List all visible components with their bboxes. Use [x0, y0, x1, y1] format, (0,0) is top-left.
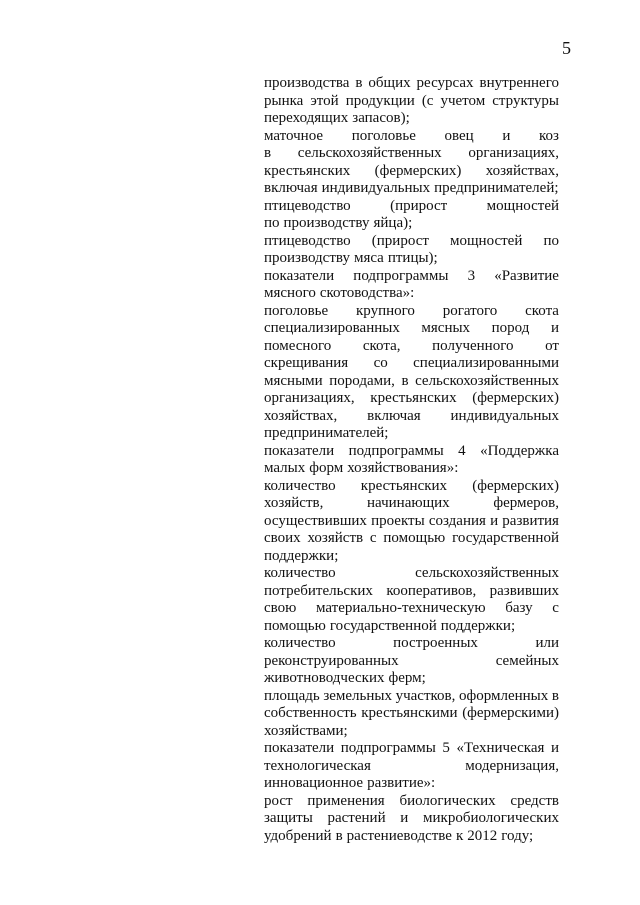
- word: индивидуальных: [450, 407, 559, 424]
- word: поддержки;: [440, 617, 516, 634]
- text-line: [264, 408, 559, 426]
- word: участков,: [395, 687, 456, 704]
- word: и: [490, 512, 499, 529]
- word: проекты: [371, 512, 425, 529]
- word: крестьянских: [360, 477, 448, 494]
- word: микробиологических: [423, 810, 559, 826]
- text-line: [264, 688, 559, 706]
- text-line: [264, 93, 559, 111]
- word: поголовье: [264, 302, 329, 319]
- word: рынка: [264, 92, 304, 109]
- word: предпринимателей;: [264, 425, 389, 441]
- text-line: [264, 723, 559, 741]
- word: помесного: [264, 337, 332, 354]
- text-line: [264, 285, 559, 303]
- word: в: [401, 372, 409, 389]
- word: полученного: [432, 337, 514, 354]
- word: (фермерских): [472, 477, 559, 494]
- word: показатели: [264, 267, 335, 284]
- word: мяса: [353, 250, 384, 266]
- word: потребительских: [264, 582, 373, 599]
- text-line: [264, 180, 559, 198]
- word: индивидуальных: [321, 180, 431, 196]
- word: в: [355, 75, 363, 91]
- word: развития: [502, 512, 559, 529]
- text-line: [264, 495, 559, 513]
- word: в: [264, 145, 272, 161]
- word: рогатого: [442, 302, 498, 319]
- word: подпрограммы: [353, 267, 449, 284]
- word: крестьянских: [264, 162, 351, 179]
- word: площадь: [264, 687, 320, 704]
- word: инновационное: [264, 775, 364, 791]
- word: ферм;: [388, 670, 426, 686]
- word: яйца);: [373, 215, 413, 231]
- word: хозяйствами;: [264, 722, 348, 739]
- word: подпрограммы: [340, 740, 436, 756]
- word: кооперативов,: [386, 582, 477, 599]
- text-line: [264, 75, 559, 93]
- text-line: [264, 355, 559, 373]
- word: 3: [467, 267, 476, 284]
- text-line: [264, 583, 559, 601]
- word: свою: [264, 600, 297, 616]
- text-line: [264, 268, 559, 286]
- word: удобрений: [264, 827, 332, 844]
- word: (прирост: [390, 197, 448, 214]
- word: начинающих: [367, 495, 450, 511]
- word: скота,: [362, 337, 401, 354]
- word: организациях,: [264, 390, 355, 406]
- text-line: [264, 530, 559, 548]
- word: включая: [367, 407, 421, 424]
- word: специализированных: [264, 320, 400, 336]
- word: материально-техническую: [315, 600, 486, 616]
- word: ресурсах: [416, 75, 474, 91]
- word: «Развитие: [494, 267, 559, 284]
- text-line: [264, 828, 559, 846]
- word: скрещивания: [264, 355, 349, 371]
- text-line: [264, 618, 559, 636]
- text-line: [264, 653, 559, 671]
- word: животноводческих: [264, 670, 385, 686]
- word: и: [550, 740, 559, 756]
- word: малых: [264, 460, 306, 476]
- text-line: [264, 565, 559, 583]
- word: мощностей: [486, 197, 559, 214]
- word: хозяйствования»:: [347, 460, 459, 476]
- word: поддержки;: [264, 547, 339, 564]
- word: осуществивших: [264, 512, 367, 529]
- text-line: [264, 635, 559, 653]
- word: защиты: [264, 810, 313, 826]
- word: собственность: [264, 705, 357, 721]
- word: мощностей: [450, 232, 523, 249]
- text-line: [264, 600, 559, 618]
- word: породами,: [329, 372, 395, 389]
- word: средств: [510, 792, 559, 809]
- text-line: [264, 425, 559, 443]
- word: растениеводстве: [346, 827, 452, 844]
- word: базу: [505, 600, 533, 616]
- text-line: [264, 373, 559, 391]
- text-line: [264, 233, 559, 251]
- word: «Поддержка: [480, 442, 559, 459]
- word: производству: [283, 215, 370, 231]
- word: скотоводства»:: [319, 285, 415, 301]
- word: (фермерских): [472, 390, 559, 406]
- word: количество: [264, 565, 336, 581]
- word: в: [335, 827, 343, 844]
- word: помощью: [383, 530, 446, 546]
- word: птицеводство: [264, 232, 351, 249]
- text-line: [264, 758, 559, 776]
- word: хозяйств,: [264, 495, 324, 511]
- page-number: 5: [562, 38, 571, 58]
- word: (фермерских): [374, 162, 462, 179]
- text-line: [264, 513, 559, 531]
- word: хозяйствах,: [485, 162, 559, 179]
- word: производства: [264, 75, 350, 91]
- word: (прирост: [371, 232, 429, 249]
- word: фермеров,: [493, 495, 559, 511]
- word: растений: [327, 810, 386, 826]
- word: развитие»:: [367, 775, 436, 791]
- text-line: [264, 163, 559, 181]
- word: пород: [491, 320, 530, 336]
- word: крестьянскими: [361, 705, 458, 721]
- word: и: [502, 127, 511, 144]
- word: 4: [458, 442, 466, 459]
- word: поголовье: [351, 127, 416, 144]
- text-line: [264, 443, 559, 461]
- word: сельскохозяйственных: [415, 372, 559, 389]
- text-line: [264, 390, 559, 408]
- word: предпринимателей;: [434, 180, 559, 196]
- word: производству: [264, 250, 350, 266]
- word: «Техническая: [456, 740, 545, 756]
- word: построенных: [393, 635, 478, 651]
- word: со: [373, 355, 388, 371]
- word: учетом: [440, 92, 486, 109]
- word: с: [369, 530, 377, 546]
- word: хозяйствах,: [264, 407, 338, 424]
- word: реконструированных: [264, 652, 399, 669]
- word: продукции: [345, 92, 415, 109]
- word: включая: [264, 180, 318, 196]
- word: количество: [264, 477, 336, 494]
- word: в: [551, 687, 559, 704]
- word: переходящих: [264, 110, 349, 126]
- word: и: [400, 810, 409, 826]
- word: государственной: [329, 617, 437, 634]
- word: специализированными: [413, 355, 559, 371]
- text-line: [264, 793, 559, 811]
- word: мясными: [264, 372, 323, 389]
- word: маточное: [264, 127, 324, 144]
- word: с: [552, 600, 559, 616]
- word: форм: [309, 460, 344, 476]
- word: количество: [264, 635, 336, 651]
- text-line: [264, 338, 559, 356]
- word: овец: [444, 127, 474, 144]
- word: семейных: [495, 652, 559, 669]
- word: к: [455, 827, 464, 844]
- text-line: [264, 303, 559, 321]
- text-line: [264, 128, 559, 146]
- word: крупного: [355, 302, 415, 319]
- word: запасов);: [352, 110, 410, 126]
- word: показатели: [264, 740, 335, 756]
- word: внутреннего: [479, 75, 559, 91]
- word: показатели: [264, 442, 335, 459]
- word: 5: [442, 740, 450, 756]
- text-line: [264, 775, 559, 793]
- word: этой: [310, 92, 339, 109]
- word: по: [264, 215, 280, 231]
- word: оформленных: [458, 687, 549, 704]
- word: крестьянских: [370, 390, 457, 406]
- text-line: [264, 145, 559, 163]
- word: своих: [264, 530, 301, 546]
- word: (с: [421, 92, 434, 109]
- word: от: [545, 337, 559, 354]
- word: общих: [368, 75, 411, 91]
- text-line: [264, 478, 559, 496]
- text-line: [264, 250, 559, 268]
- word: и: [550, 320, 559, 336]
- text-line: [264, 670, 559, 688]
- word: скота: [525, 302, 559, 319]
- text-line: [264, 110, 559, 128]
- text-line: [264, 705, 559, 723]
- text-line: [264, 215, 559, 233]
- word: сельскохозяйственных: [297, 145, 442, 161]
- text-line: [264, 460, 559, 478]
- word: птицы);: [387, 250, 438, 266]
- word: технологическая: [264, 757, 371, 774]
- word: развивших: [489, 582, 559, 599]
- word: сельскохозяйственных: [415, 565, 559, 581]
- word: организациях,: [468, 145, 559, 161]
- word: 2012: [467, 827, 498, 844]
- word: подпрограммы: [348, 442, 444, 459]
- document-body: [264, 75, 559, 845]
- word: помощью: [264, 617, 326, 634]
- word: создания: [428, 512, 486, 529]
- text-line: [264, 198, 559, 216]
- word: году;: [501, 827, 534, 844]
- word: структуры: [492, 92, 559, 109]
- word: по: [543, 232, 559, 249]
- word: рост: [264, 792, 293, 809]
- text-line: [264, 810, 559, 828]
- word: хозяйств: [307, 530, 364, 546]
- word: мясных: [421, 320, 471, 336]
- word: или: [535, 635, 559, 651]
- word: государственной: [452, 530, 559, 546]
- word: (фермерскими): [462, 705, 559, 721]
- word: применения: [307, 792, 385, 809]
- word: биологических: [399, 792, 496, 809]
- word: модернизация,: [465, 757, 559, 774]
- text-line: [264, 320, 559, 338]
- text-line: [264, 548, 559, 566]
- text-line: [264, 740, 559, 758]
- word: коз: [539, 127, 559, 144]
- word: мясного: [264, 285, 316, 301]
- word: птицеводство: [264, 197, 351, 214]
- word: земельных: [323, 687, 392, 704]
